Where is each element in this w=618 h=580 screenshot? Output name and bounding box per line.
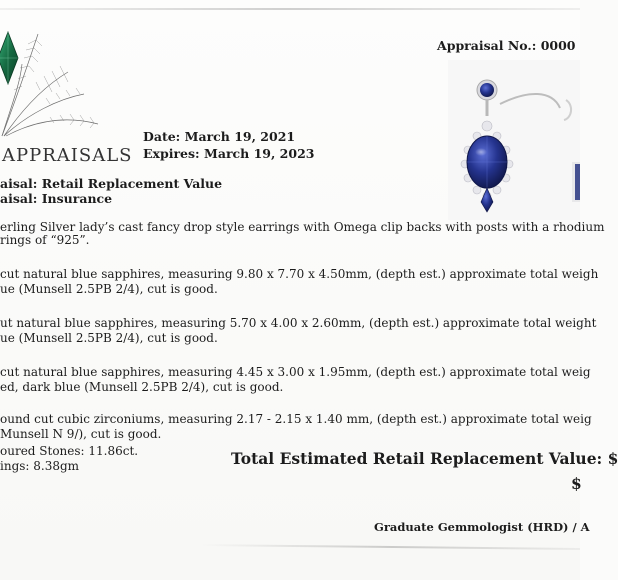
- earring-photo: [448, 60, 580, 220]
- date-block: [143, 128, 314, 162]
- retail-value-line-2: $: [571, 474, 582, 493]
- brand-name: APPRAISALS: [2, 145, 133, 166]
- description-line-2: rings of “925”.: [0, 233, 90, 247]
- description-line-1: erling Silver lady’s cast fancy drop style earrings with Omega clip backs with posts with a rhodium: [0, 220, 605, 234]
- purpose-line-1: aisal: Retail Replacement Value: [0, 176, 223, 191]
- purpose-line-2: aisal: Insurance: [0, 191, 113, 206]
- scan-edge-top: [0, 8, 580, 10]
- stone-1-line-2: ue (Munsell 2.5PB 2/4), cut is good.: [0, 282, 218, 296]
- stone-3-line-2: ed, dark blue (Munsell 2.5PB 2/4), cut is good.: [0, 380, 284, 394]
- stone-2-line-1: ut natural blue sapphires, measuring 5.70 x 4.00 x 2.60mm, (depth est.) approximate total weight: [0, 316, 597, 330]
- stone-2-line-2: ue (Munsell 2.5PB 2/4), cut is good.: [0, 331, 218, 345]
- stone-4-line-1: ound cut cubic zirconiums, measuring 2.17 - 2.15 x 1.40 mm, (depth est.) approximate total weig: [0, 412, 592, 426]
- purpose-block: [0, 176, 222, 206]
- appraisal-number: Appraisal No.: 0000: [437, 38, 576, 53]
- company-logo-icon: [0, 24, 108, 142]
- scan-edge-bottom: [200, 544, 580, 550]
- signature-line: Graduate Gemmologist (HRD) / A: [374, 520, 590, 534]
- coloured-stones-total: oured Stones: 11.86ct.: [0, 444, 139, 458]
- stone-3-line-1: cut natural blue sapphires, measuring 4.45 x 3.00 x 1.95mm, (depth est.) approximate total weig: [0, 365, 591, 379]
- stone-4-line-2: Munsell N 9/), cut is good.: [0, 427, 162, 441]
- stone-1-line-1: cut natural blue sapphires, measuring 9.80 x 7.70 x 4.50mm, (depth est.) approximate total weigh: [0, 267, 599, 281]
- appraisal-date: Date: March 19, 2021: [143, 129, 296, 144]
- expiry-date: Expires: March 19, 2023: [143, 146, 315, 161]
- earrings-weight: ings: 8.38gm: [0, 459, 80, 473]
- retail-value-label: Total Estimated Retail Replacement Value: $: [231, 449, 618, 468]
